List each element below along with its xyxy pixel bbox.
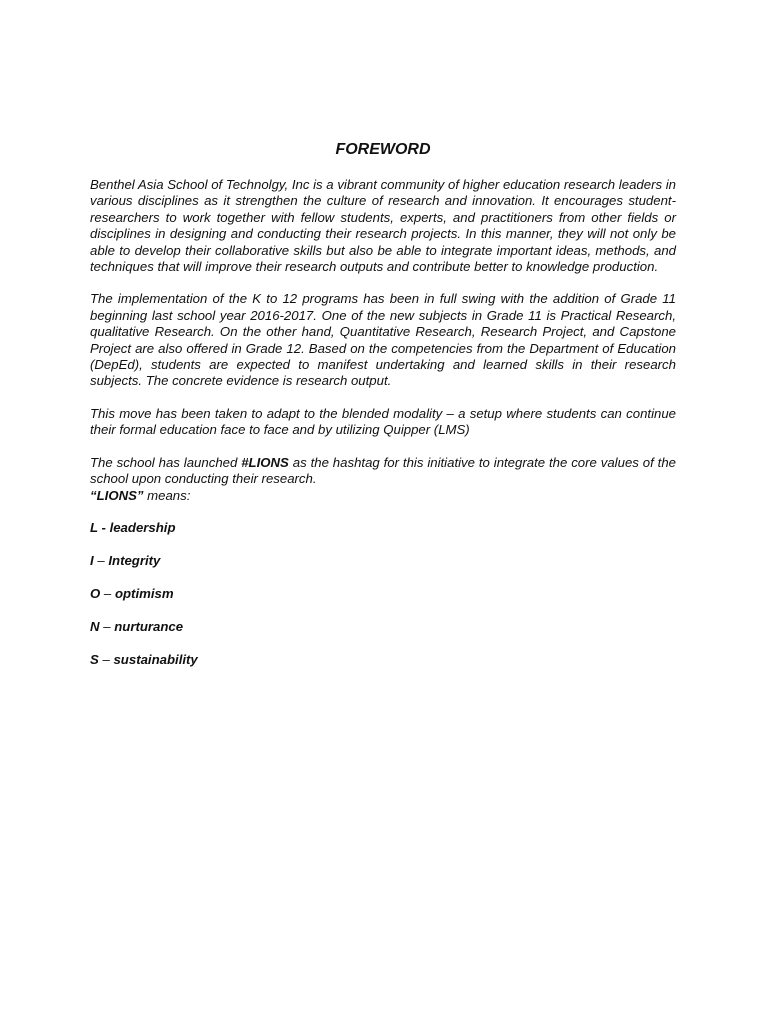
lions-sep: –: [100, 586, 115, 602]
lions-item-s: [90, 652, 676, 668]
hashtag-text: #LIONS: [241, 454, 289, 470]
lions-letter: L: [90, 520, 98, 536]
lions-word: nurturance: [114, 619, 184, 635]
lions-item-n: [90, 619, 676, 635]
lions-sep: –: [99, 619, 115, 635]
lions-letter: O: [90, 586, 101, 602]
lions-term: “LIONS”: [90, 487, 144, 503]
document-page: [90, 140, 676, 685]
lions-sep: –: [93, 553, 109, 569]
paragraph-hashtag: [90, 455, 676, 488]
lions-letter: N: [90, 619, 100, 635]
lions-means-line: [90, 488, 676, 504]
lions-item-o: [90, 586, 676, 602]
page-title: FOREWORD: [335, 141, 431, 158]
paragraph-blended: This move has been taken to adapt to the blended modality – a setup where students can continue their formal education face to face and by utilizing Quipper (LMS): [90, 405, 676, 438]
hashtag-after: as the hashtag for this initiative to integrate the core values of the school upon conducting their research.: [90, 454, 676, 487]
paragraph-k12: The implementation of the K to 12 programs has been in full swing with the addition of Grade 11 beginning last school year 2016-2017. One of the new subjects in Grade 11 is Practical Research, qualitative Research. On the other hand, Quantitative Research, Research Project, and Capstone Project are also offered in Grade 12. Based on the competencies from the Department of Education (DepEd), students are expected to manifest undertaking and learned skills in their research subjects. The concrete evidence is research output.: [90, 291, 676, 389]
lions-item-i: [90, 553, 676, 569]
lions-letter: S: [90, 652, 99, 668]
paragraph-intro: Benthel Asia School of Technolgy, Inc is a vibrant community of higher education research leaders in various disciplines as it strengthen the culture of research and innovation. It encourages student-researchers to work together with fellow students, experts, and practitioners from other fields or disciplines in designing and conducting their research projects. In this manner, they will not only be able to develop their collaborative skills but also be able to integrate important ideas, methods, and techniques that will improve their research outputs and contribute better to knowledge production.: [90, 177, 676, 275]
lions-sep: –: [98, 652, 114, 668]
lions-word: leadership: [109, 520, 176, 536]
hashtag-before: The school has launched: [90, 454, 242, 470]
lions-word: sustainability: [113, 652, 198, 668]
lions-sep: -: [97, 520, 110, 536]
lions-item-l: [90, 520, 676, 536]
lions-word: optimism: [114, 586, 174, 602]
lions-letter: I: [90, 553, 94, 569]
lions-word: Integrity: [108, 553, 161, 569]
lions-means-rest: means:: [143, 487, 191, 503]
